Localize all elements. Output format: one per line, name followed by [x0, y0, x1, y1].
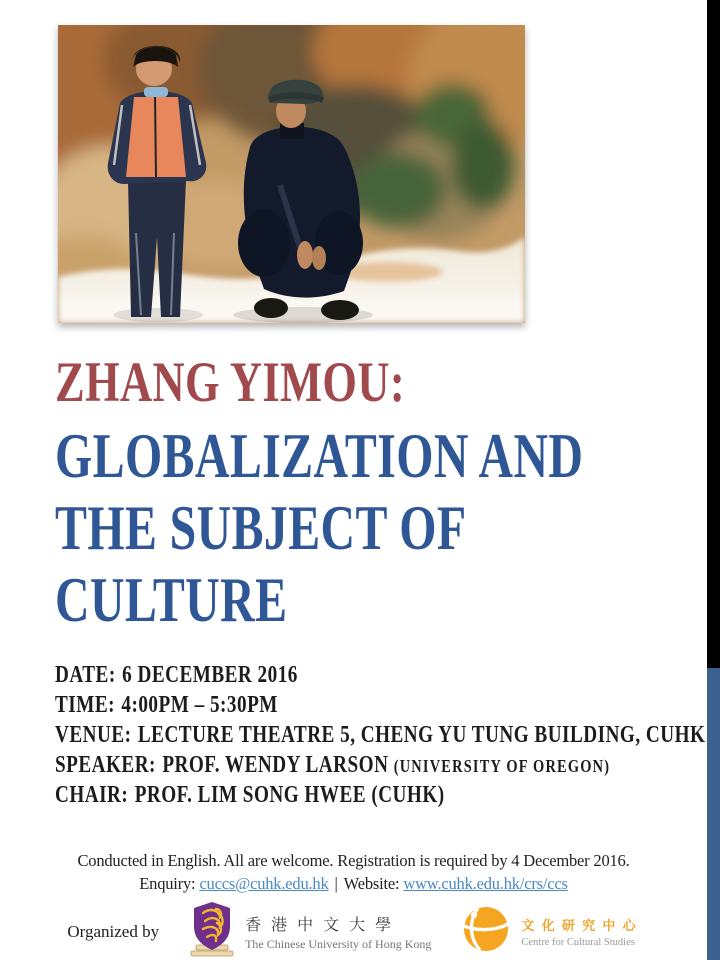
title-line-2: GLOBALIZATION AND	[55, 421, 584, 491]
detail-time	[55, 690, 705, 720]
ccs-globe-icon	[461, 904, 511, 959]
contact-line	[0, 872, 707, 895]
detail-date-value: 6 DECEMBER 2016	[122, 662, 298, 688]
organized-by-label: Organized by	[67, 921, 160, 941]
cuhk-name-english: The Chinese University of Hong Kong	[245, 936, 432, 951]
detail-speaker	[55, 750, 705, 780]
ccs-name-english: Centre for Cultural Studies	[521, 937, 635, 948]
detail-time-label: TIME:	[55, 692, 115, 718]
enquiry-label: Enquiry:	[139, 874, 196, 893]
footer-note	[0, 849, 707, 895]
organizers-row	[55, 901, 650, 960]
detail-time-value: 4:00PM – 5:30PM	[121, 692, 278, 718]
detail-date-label: DATE:	[55, 662, 116, 688]
film-still-photo	[58, 25, 525, 323]
ccs-name-chinese: 文 化 研 究 中 心	[521, 918, 638, 933]
detail-venue-value: LECTURE THEATRE 5, CHENG YU TUNG BUILDING, CUHK	[137, 722, 706, 748]
detail-venue	[55, 720, 705, 750]
detail-chair-label: CHAIR:	[55, 782, 129, 808]
ccs-logo	[461, 904, 637, 959]
detail-speaker-affiliation: (UNIVERSITY OF OREGON)	[393, 756, 611, 776]
detail-date	[55, 660, 705, 690]
enquiry-email-link[interactable]: cuccs@cuhk.edu.hk	[199, 874, 329, 893]
registration-note: Conducted in English. All are welcome. Registration is required by 4 December 2016.	[77, 851, 630, 870]
cuhk-logo	[189, 901, 431, 960]
cuhk-logo-text	[245, 912, 431, 952]
website-link[interactable]: www.cuhk.edu.hk/crs/ccs	[403, 874, 568, 893]
contact-separator: |	[334, 874, 338, 893]
detail-chair-value: PROF. LIM SONG HWEE (CUHK)	[134, 782, 445, 808]
detail-chair	[55, 780, 705, 810]
poster-title	[55, 346, 720, 636]
website-label: Website:	[343, 874, 400, 893]
cuhk-name-chinese: 香 港 中 文 大 學	[245, 916, 395, 934]
title-line-speaker-name: ZHANG YIMOU:	[55, 351, 406, 414]
detail-speaker-label: SPEAKER:	[55, 752, 156, 778]
detail-venue-label: VENUE:	[55, 722, 132, 748]
ccs-logo-text	[521, 915, 637, 948]
cuhk-shield-icon	[189, 901, 235, 960]
detail-speaker-value: PROF. WENDY LARSON	[162, 752, 389, 778]
event-details	[55, 660, 720, 810]
title-line-4: CULTURE	[55, 565, 288, 635]
title-line-3: THE SUBJECT OF	[55, 493, 467, 563]
